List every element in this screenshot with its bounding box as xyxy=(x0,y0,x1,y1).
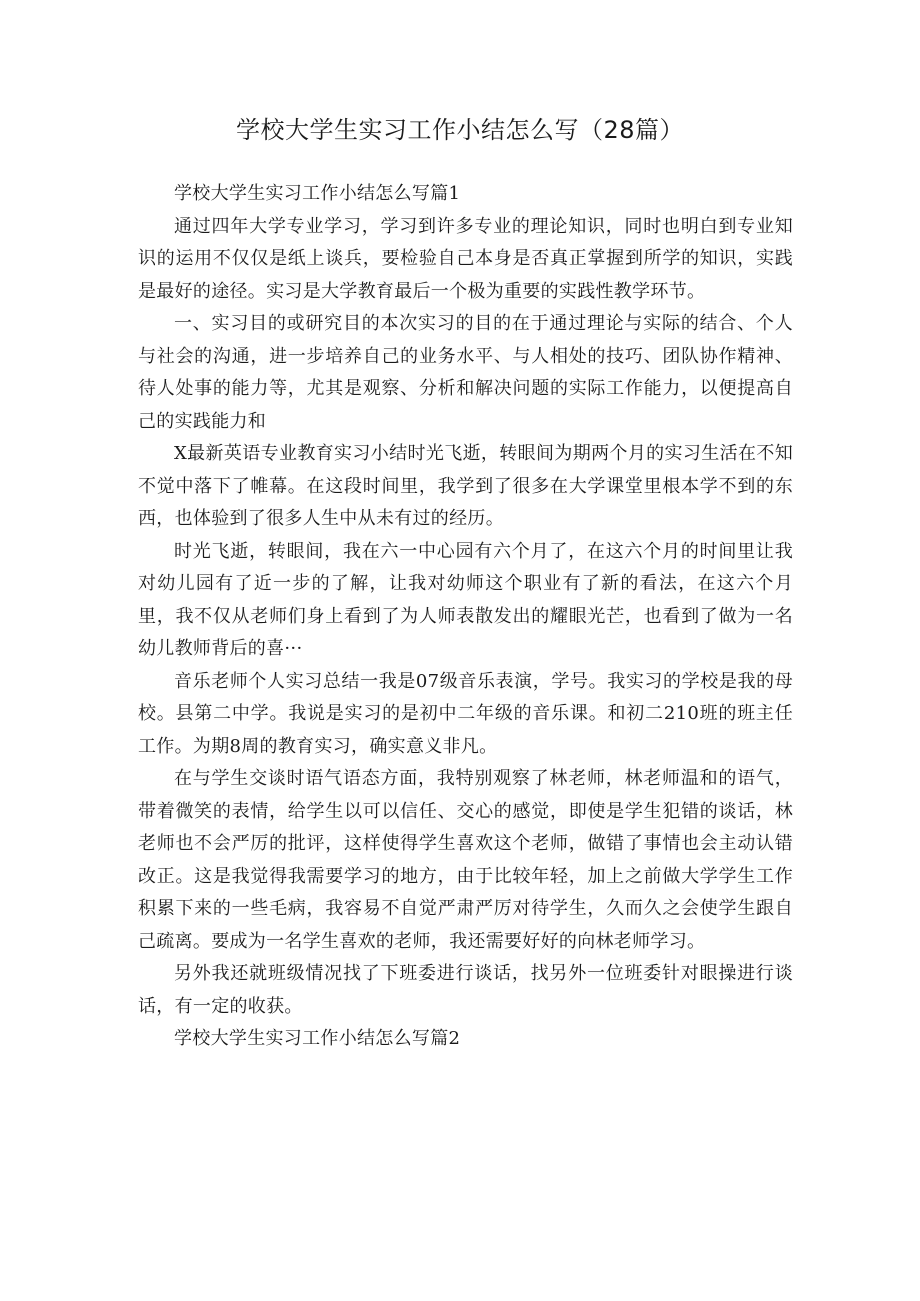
paragraph: 时光飞逝，转眼间，我在六一中心园有六个月了，在这六个月的时间里让我对幼儿园有了近一步的了解，让我对幼师这个职业有了新的看法，在这六个月里，我不仅从老师们身上看到了为人师表散发出的耀眼光芒，也看到了做为一名幼儿教师背后的喜··· xyxy=(138,540,793,659)
paragraph: X最新英语专业教育实习小结时光飞逝，转眼间为期两个月的实习生活在不知不觉中落下了帷幕。在这段时间里，我学到了很多在大学课堂里根本学不到的东西，也体验到了很多人生中从未有过的经历。 xyxy=(138,443,793,529)
paragraph: 音乐老师个人实习总结一我是07级音乐表演，学号。我实习的学校是我的母校。县第二中学。我说是实习的是初中二年级的音乐课。和初二210班的班主任工作。为期8周的教育实习，确实意义非凡。 xyxy=(138,670,793,757)
document-body xyxy=(138,178,793,1056)
document-title: 学校大学生实习工作小结怎么写（28篇） xyxy=(235,116,685,144)
section-heading: 学校大学生实习工作小结怎么写篇1 xyxy=(174,183,461,204)
paragraph: 另外我还就班级情况找了下班委进行谈话，找另外一位班委针对眼操进行谈话，有一定的收获。 xyxy=(138,963,793,1017)
paragraph: 通过四年大学专业学习，学习到许多专业的理论知识，同时也明白到专业知识的运用不仅仅是纸上谈兵，要检验自己本身是否真正掌握到所学的知识，实践是最好的途径。实习是大学教育最后一个极为重要的实践性教学环节。 xyxy=(138,215,793,302)
section-heading: 学校大学生实习工作小结怎么写篇2 xyxy=(174,1028,461,1049)
paragraph: 在与学生交谈时语气语态方面，我特别观察了林老师，林老师温和的语气，带着微笑的表情，给学生以可以信任、交心的感觉，即使是学生犯错的谈话，林老师也不会严厉的批评，这样使得学生喜欢这个老师，做错了事情也会主动认错改正。这是我觉得我需要学习的地方，由于比较年轻，加上之前做大学学生工作积累下来的一些毛病，我容易不自觉严肃严厉对待学生，久而久之会使学生跟自己疏离。要成为一名学生喜欢的老师，我还需要好好的向林老师学习。 xyxy=(138,768,793,952)
paragraph: 一、实习目的或研究目的本次实习的目的在于通过理论与实际的结合、个人与社会的沟通，进一步培养自己的业务水平、与人相处的技巧、团队协作精神、待人处事的能力等，尤其是观察、分析和解决问题的实际工作能力，以便提高自己的实践能力和 xyxy=(138,313,793,432)
